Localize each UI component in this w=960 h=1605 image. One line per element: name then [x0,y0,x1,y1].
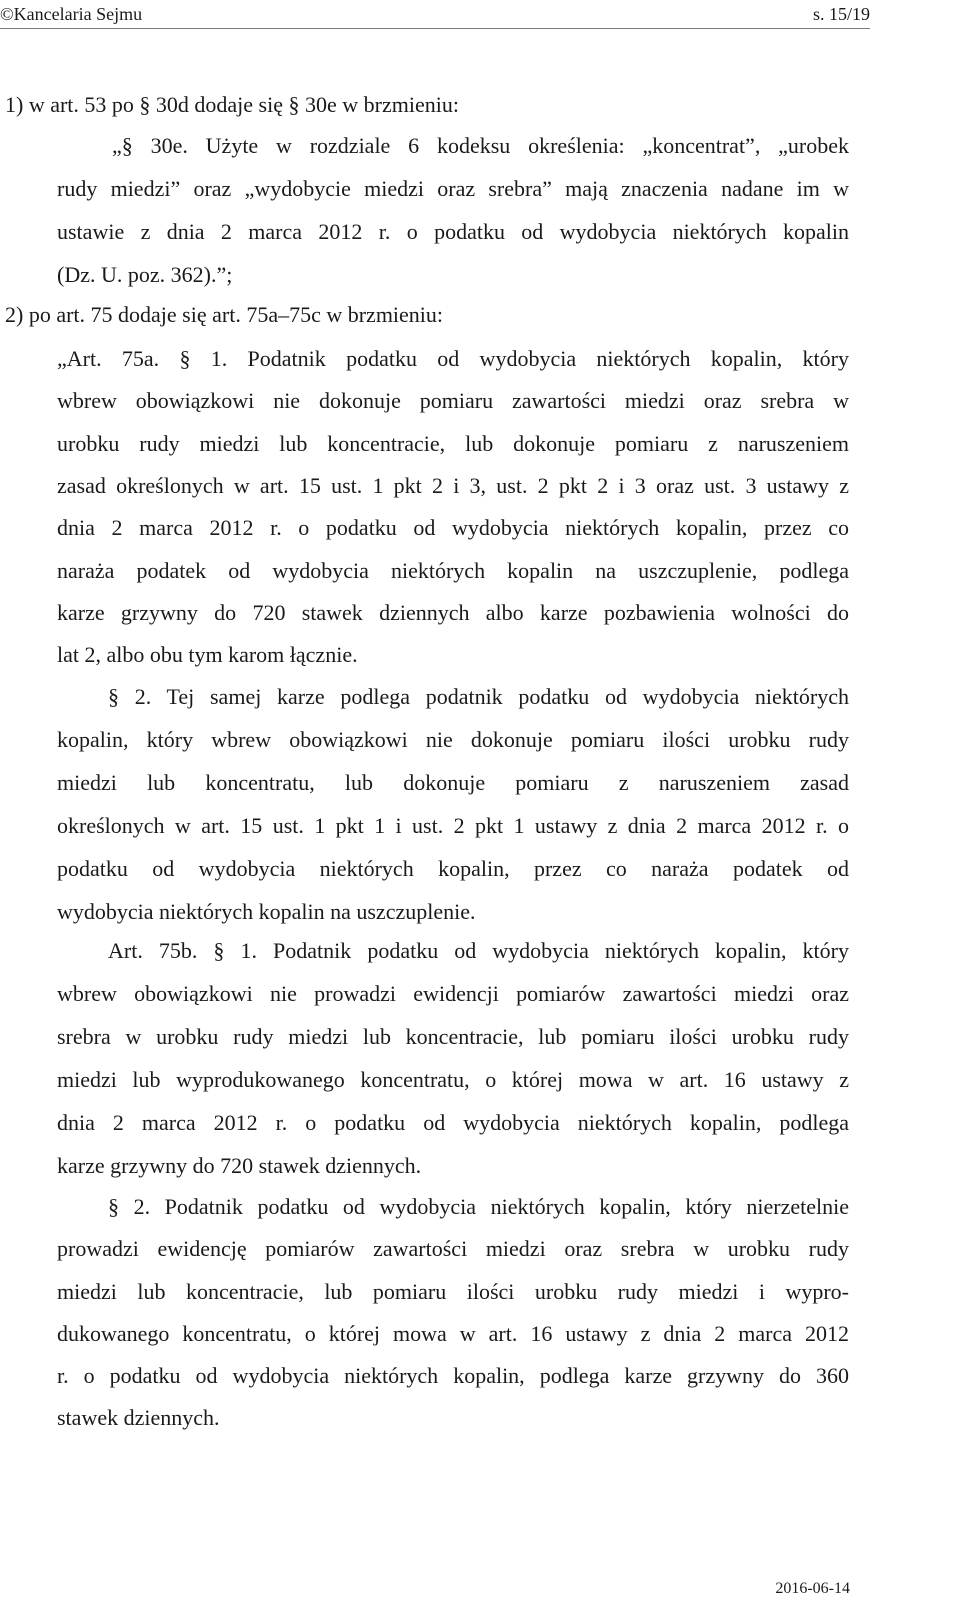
paragraph-line: „Art. 75a. § 1. Podatnik podatku od wydobycia niektórych kopalin, który [57,346,849,371]
page-number: s. 15/19 [812,4,870,24]
paragraph-line: dnia 2 marca 2012 r. o podatku od wydobycia niektórych kopalin, podlega [57,1110,849,1135]
paragraph-line: określonych w art. 15 ust. 1 pkt 1 i ust. 2 pkt 1 ustawy z dnia 2 marca 2012 r. o [57,813,849,838]
paragraph-line: kopalin, który wbrew obowiązkowi nie dokonuje pomiaru ilości urobku rudy [57,727,849,752]
paragraph-line: karze grzywny do 720 stawek dziennych albo karze pozbawienia wolności do [57,600,849,625]
document-date: 2016-06-14 [775,1580,850,1597]
paragraph-line: urobku rudy miedzi lub koncentracie, lub dokonuje pomiaru z naruszeniem [57,431,849,456]
paragraph-line: wydobycia niektórych kopalin na uszczuplenie. [57,899,476,924]
paragraph-line: podatku od wydobycia niektórych kopalin, przez co naraża podatek od [57,856,849,881]
paragraph-line: § 2. Podatnik podatku od wydobycia niektórych kopalin, który nierzetelnie [108,1194,849,1219]
page-header [0,4,870,34]
list-item-1: 1) w art. 53 po § 30d dodaje się § 30e w brzmieniu: [5,92,459,117]
paragraph-line: (Dz. U. poz. 362).”; [57,262,233,287]
paragraph-line: miedzi lub koncentracie, lub pomiaru ilości urobku rudy miedzi i wypro- [57,1279,849,1304]
paragraph-line: „§ 30e. Użyte w rozdziale 6 kodeksu określenia: „koncentrat”, „urobek [112,133,849,158]
paragraph-line: dnia 2 marca 2012 r. o podatku od wydobycia niektórych kopalin, przez co [57,515,849,540]
paragraph-line: r. o podatku od wydobycia niektórych kopalin, podlega karze grzywny do 360 [57,1363,849,1388]
paragraph-line: ustawie z dnia 2 marca 2012 r. o podatku od wydobycia niektórych kopalin [57,219,849,244]
paragraph-line: zasad określonych w art. 15 ust. 1 pkt 2 i 3, ust. 2 pkt 2 i 3 oraz ust. 3 ustawy z [57,473,849,498]
copyright-notice: ©Kancelaria Sejmu [0,4,143,24]
paragraph-line: miedzi lub wyprodukowanego koncentratu, o której mowa w art. 16 ustawy z [57,1067,849,1092]
paragraph-line: wbrew obowiązkowi nie prowadzi ewidencji pomiarów zawartości miedzi oraz [57,981,849,1006]
paragraph-line: Art. 75b. § 1. Podatnik podatku od wydobycia niektórych kopalin, który [108,938,849,963]
header-divider [0,28,870,29]
list-item-2: 2) po art. 75 dodaje się art. 75a–75c w brzmieniu: [5,302,444,327]
paragraph-line: wbrew obowiązkowi nie dokonuje pomiaru zawartości miedzi oraz srebra w [57,388,849,413]
paragraph-line: srebra w urobku rudy miedzi lub koncentracie, lub pomiaru ilości urobku rudy [57,1024,849,1049]
paragraph-line: miedzi lub koncentratu, lub dokonuje pomiaru z naruszeniem zasad [57,770,849,795]
paragraph-line: lat 2, albo obu tym karom łącznie. [57,642,358,667]
paragraph-line: naraża podatek od wydobycia niektórych kopalin na uszczuplenie, podlega [57,558,849,583]
paragraph-line: stawek dziennych. [57,1405,220,1430]
paragraph-line: rudy miedzi” oraz „wydobycie miedzi oraz srebra” mają znaczenia nadane im w [57,176,849,201]
paragraph-line: § 2. Tej samej karze podlega podatnik podatku od wydobycia niektórych [108,684,849,709]
paragraph-line: dukowanego koncentratu, o której mowa w art. 16 ustawy z dnia 2 marca 2012 [57,1321,849,1346]
paragraph-line: prowadzi ewidencję pomiarów zawartości miedzi oraz srebra w urobku rudy [57,1236,849,1261]
paragraph-line: karze grzywny do 720 stawek dziennych. [57,1153,422,1178]
